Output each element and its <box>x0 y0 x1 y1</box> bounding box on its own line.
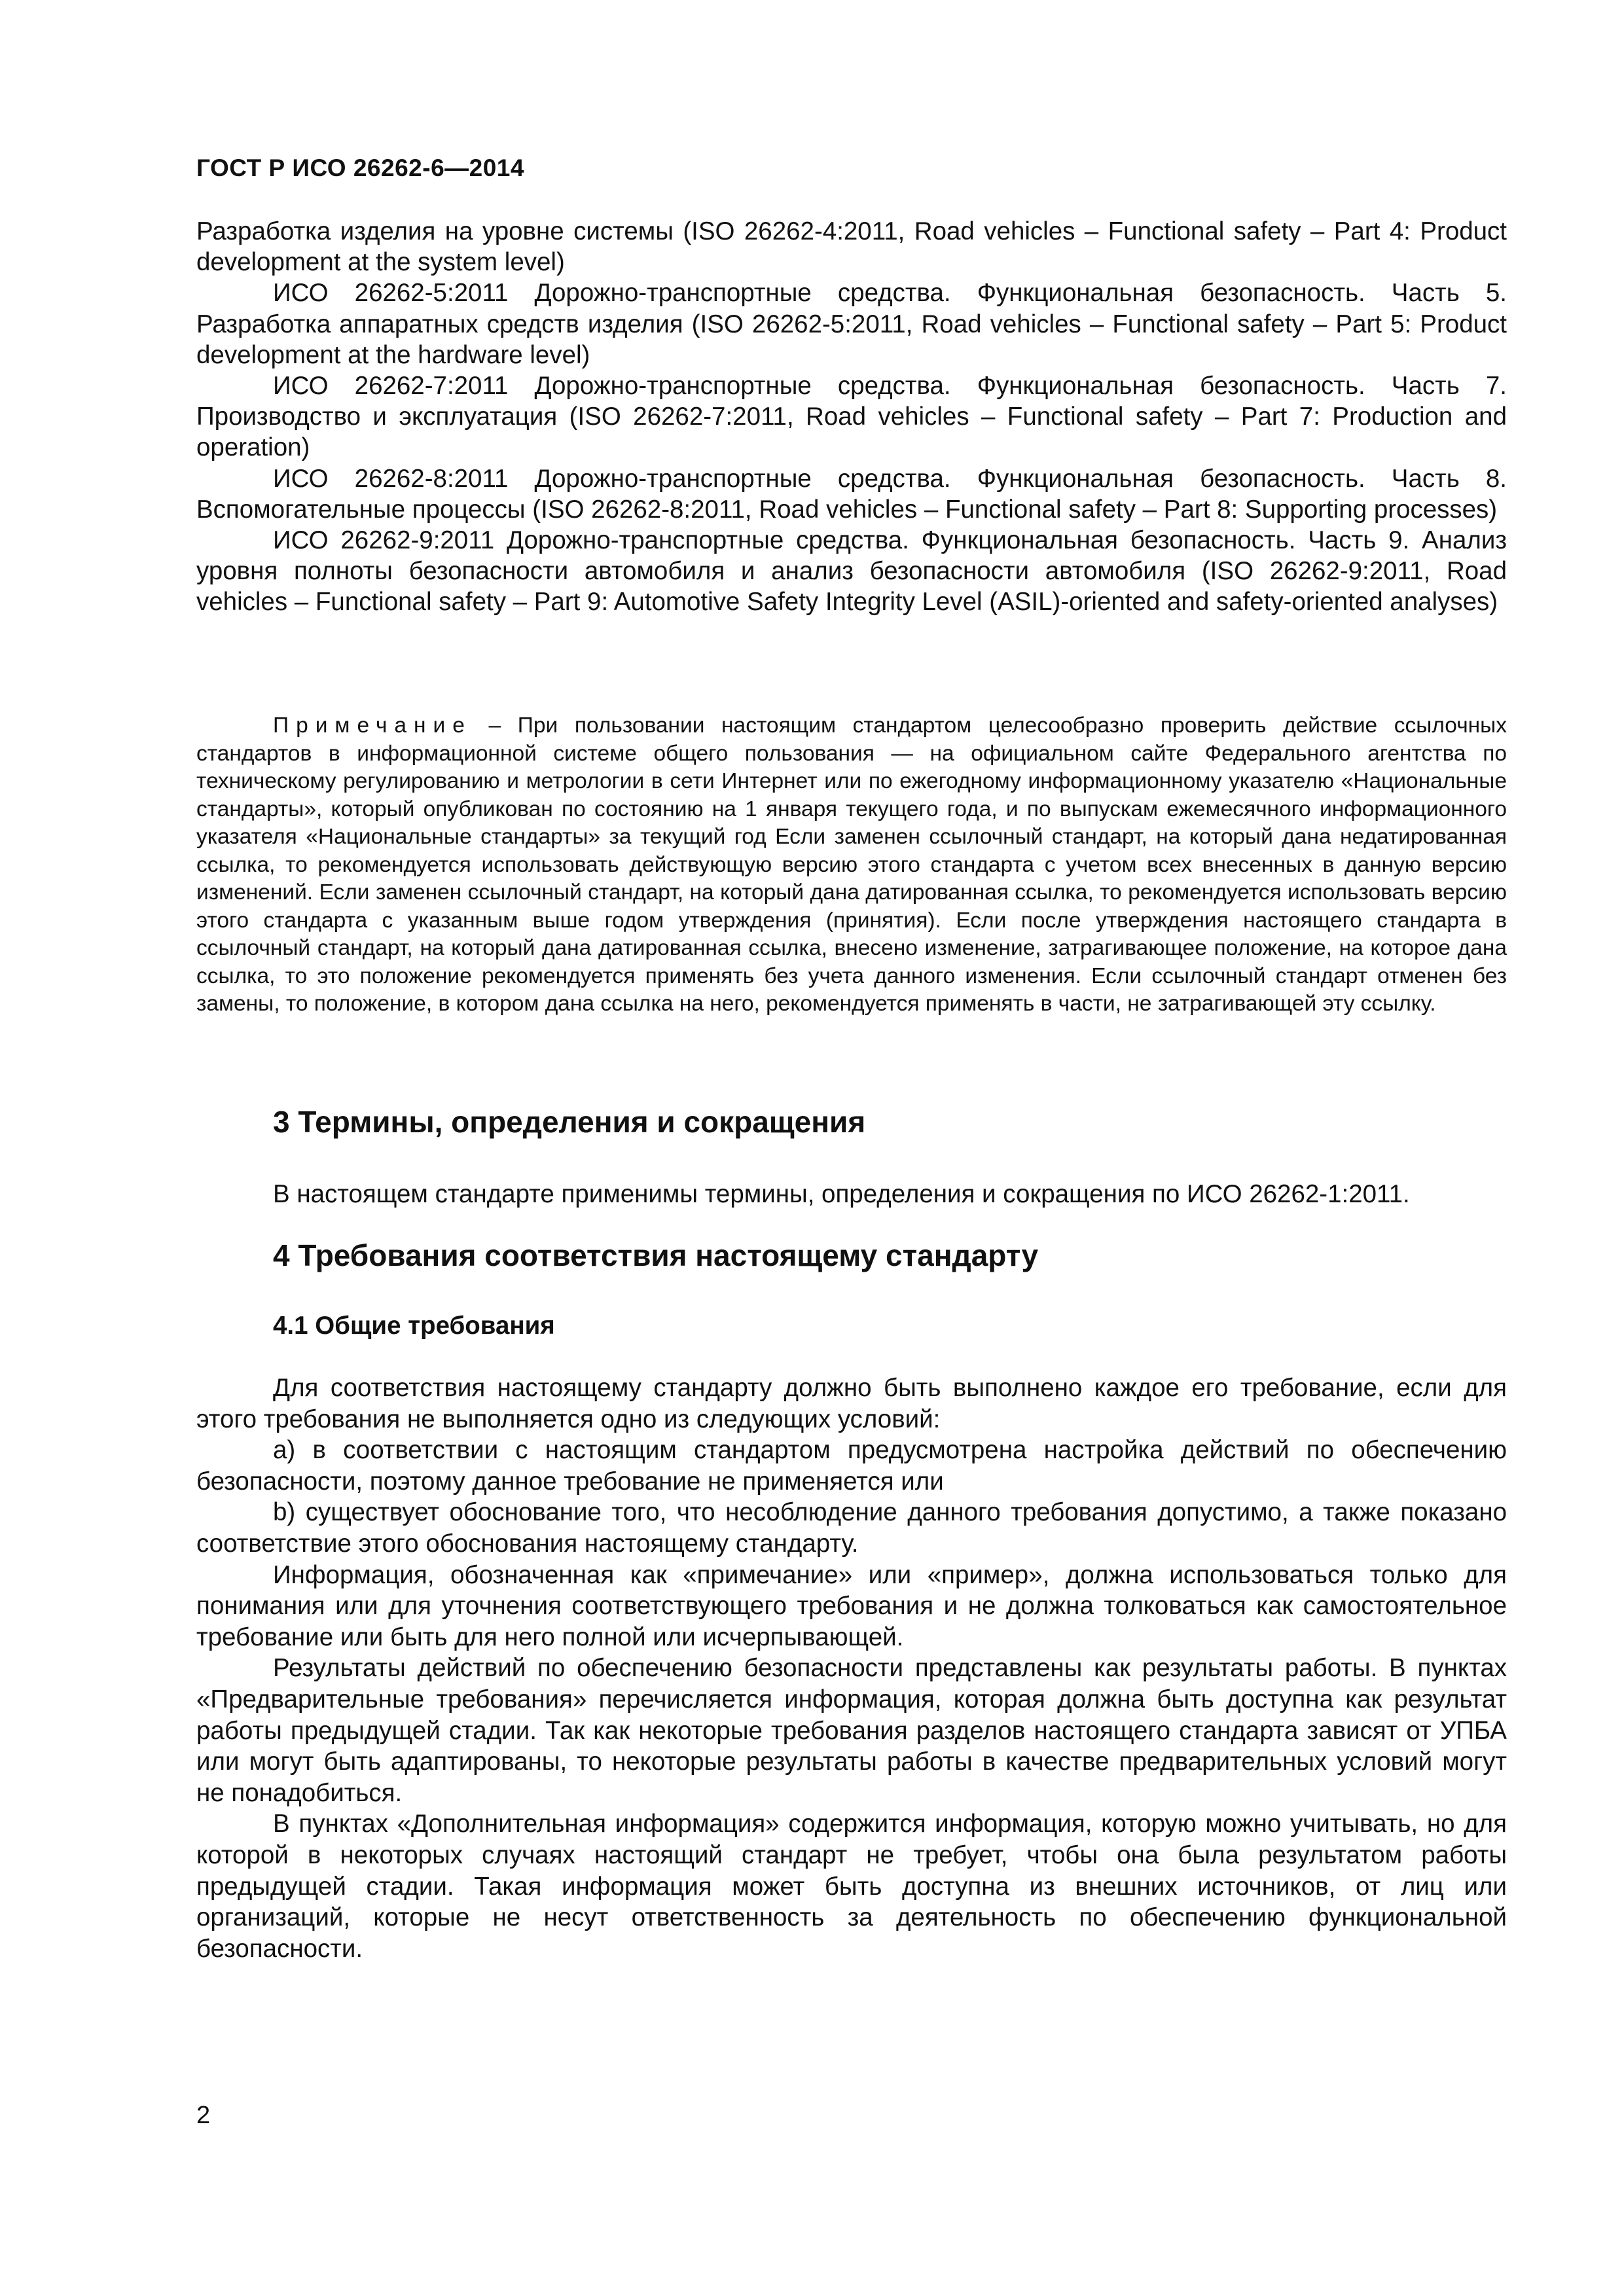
section-4-1-heading: 4.1 Общие требования <box>273 1312 555 1340</box>
paragraph-condition-b: b) существует обоснование того, что несоблюдение данного требования допустимо, а также показано соответствие этого обоснования настоящему стандарту. <box>196 1498 1507 1558</box>
paragraph-work-products: Результаты действий по обеспечению безопасности представлены как результаты работы. В пунктах «Предварительные требования» перечисляется информация, которая должна быть доступна как результат работы предыдущей стадии. Так как некоторые требования разделов настоящего стандарта зависят от УПБА или могут быть адаптированы, то некоторые результаты работы в качестве предварительных условий могут не понадобиться. <box>196 1654 1507 1807</box>
section-4-1-body <box>196 1372 1507 1964</box>
reference-iso-26262-7: ИСО 26262-7:2011 Дорожно-транспортные средства. Функциональная безопасность. Часть 7. Производство и эксплуатация (ISO 26262-7:2011, Road vehicles – Functional safety – Part 7: Production and operation) <box>196 372 1507 462</box>
reference-iso-26262-9: ИСО 26262-9:2011 Дорожно-транспортные средства. Функциональная безопасность. Часть 9. Анализ уровня полноты безопасности автомобиля и анализ безопасности автомобиля (ISO 26262-9:2011, Road vehicles – Functional safety – Part 9: Automotive Safety Integrity Level (ASIL)-oriented and safety-oriented analyses) <box>196 526 1507 617</box>
reference-iso-26262-5: ИСО 26262-5:2011 Дорожно-транспортные средства. Функциональная безопасность. Часть 5. Разработка аппаратных средств изделия (ISO 26262-5:2011, Road vehicles – Functional safety – Part 5: Product development at the hardware level) <box>196 279 1507 369</box>
note-label: Примечание <box>273 713 472 738</box>
reference-iso-26262-8: ИСО 26262-8:2011 Дорожно-транспортные средства. Функциональная безопасность. Часть 8. Вспомогательные процессы (ISO 26262-8:2011, Road vehicles – Functional safety – Part 8: Supporting processes) <box>196 464 1507 524</box>
note-text: – При пользовании настоящим стандартом целесообразно проверить действие ссылочных стандартов в информационной системе общего пользования — на официальном сайте Федерального агентства по техническому регулированию и метрологии в сети Интернет или по ежегодному информационному указателю «Национальные стандарты», который опубликован по состоянию на 1 января текущего года, и по выпускам ежемесячного информационного указателя «Национальные стандарты» за текущий год Если заменен ссылочный стандарт, на который дана недатированная ссылка, то рекомендуется использовать действующую версию этого стандарта с учетом всех внесенных в данную версию изменений. Если заменен ссылочный стандарт, на который дана датированная ссылка, то рекомендуется использовать версию этого стандарта с указанным выше годом утверждения (принятия). Если после утверждения настоящего стандарта в ссылочный стандарт, на который дана датированная ссылка, внесено изменение, затрагивающее положение, на которое дана ссылка, то это положение рекомендуется применять без учета данного изменения. Если ссылочный стандарт отменен без замены, то положение, в котором дана ссылка на него, рекомендуется применять в части, не затрагивающей эту ссылку. <box>196 713 1507 1016</box>
section-3-text: В настоящем стандарте применимы термины, определения и сокращения по ИСО 26262-1:2011. <box>273 1180 1410 1208</box>
references-note <box>196 712 1507 1018</box>
paragraph-conformance: Для соответствия настоящему стандарту должно быть выполнено каждое его требование, если для этого требования не выполняется одно из следующих условий: <box>196 1374 1507 1433</box>
reference-iso-26262-4-continued: Разработка изделия на уровне системы (ISO 26262-4:2011, Road vehicles – Functional safety – Part 4: Product development at the system level) <box>196 217 1507 277</box>
section-3-heading: 3 Термины, определения и сокращения <box>273 1105 866 1139</box>
paragraph-further-information: В пунктах «Дополнительная информация» содержится информация, которую можно учитывать, но для которой в некоторых случаях настоящий стандарт не требует, чтобы она была результатом работы предыдущей стадии. Такая информация может быть доступна из внешних источников, от лиц или организаций, которые не несут ответственность за деятельность по обеспечению функциональной безопасности. <box>196 1810 1507 1963</box>
paragraph-condition-a: a) в соответствии с настоящим стандартом предусмотрена настройка действий по обеспечению безопасности, поэтому данное требование не применяется или <box>196 1436 1507 1496</box>
section-4-heading: 4 Требования соответствия настоящему стандарту <box>273 1238 1039 1272</box>
page-number: 2 <box>196 2102 211 2129</box>
paragraph-notes-examples: Информация, обозначенная как «примечание» или «пример», должна использоваться только для понимания или для уточнения соответствующего требования и не должна толковаться как самостоятельное требование или быть для него полной или исчерпывающей. <box>196 1560 1507 1651</box>
normative-references <box>196 216 1507 618</box>
document-header: ГОСТ Р ИСО 26262-6—2014 <box>196 154 524 181</box>
document-page <box>196 0 1507 2296</box>
